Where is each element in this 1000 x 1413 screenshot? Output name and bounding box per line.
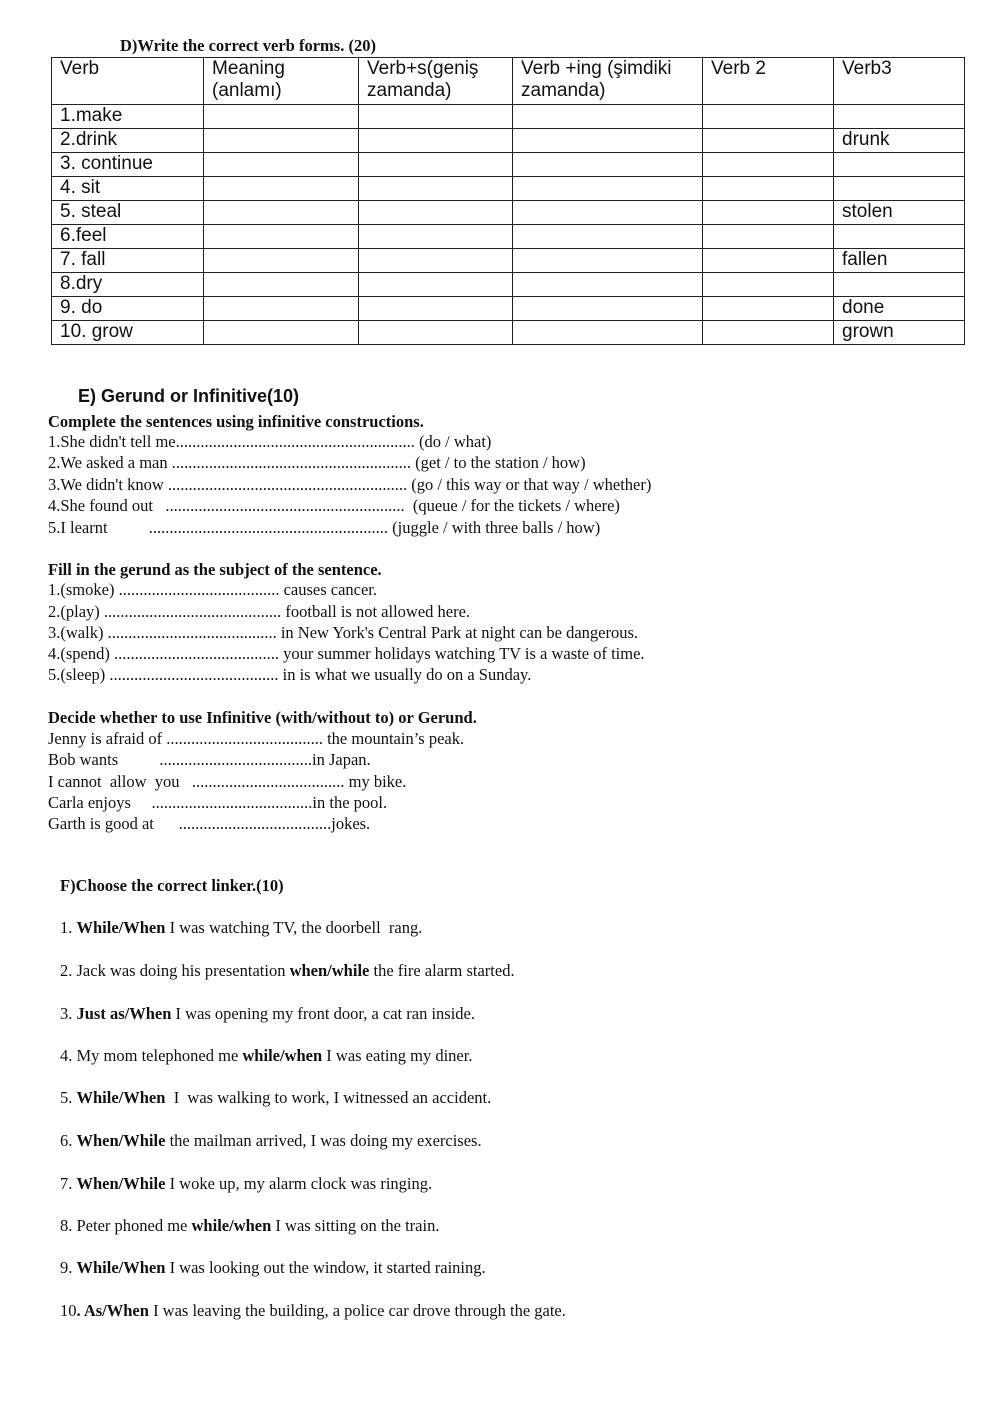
answer-cell[interactable]	[359, 249, 513, 273]
linker-text: 7.	[60, 1174, 77, 1193]
exercise-line: Jenny is afraid of ...................................... the mountain’s peak.	[48, 729, 465, 748]
linker-text: I was opening my front door, a cat ran inside.	[171, 1004, 475, 1023]
answer-cell[interactable]	[834, 153, 965, 177]
table-row	[52, 225, 965, 249]
exercise-line: 5.(sleep) ......................................... in is what we usually do on a Sunday.	[48, 665, 532, 684]
answer-cell[interactable]	[703, 129, 834, 153]
verb-cell: 4. sit	[52, 177, 204, 201]
answer-cell[interactable]	[513, 201, 703, 225]
answer-cell[interactable]	[834, 105, 965, 129]
answer-cell[interactable]: stolen	[834, 201, 965, 225]
linker-text: 5.	[60, 1088, 77, 1107]
linker-item	[60, 961, 515, 981]
table-row	[52, 177, 965, 201]
answer-cell[interactable]: grown	[834, 321, 965, 345]
linker-item	[60, 1301, 566, 1321]
linker-item	[60, 918, 422, 938]
linker-text: I was eating my diner.	[322, 1046, 473, 1065]
answer-cell[interactable]	[204, 225, 359, 249]
linker-text: 2.	[60, 961, 77, 980]
answer-cell[interactable]	[513, 153, 703, 177]
answer-cell[interactable]	[513, 249, 703, 273]
table-row	[52, 201, 965, 225]
exercise-line: 3.(walk) ......................................... in New York's Central Park at night can be dangerous.	[48, 623, 639, 642]
exercise-line: 4.(spend) ........................................ your summer holidays watching TV is a waste of time.	[48, 644, 645, 663]
answer-cell[interactable]	[204, 177, 359, 201]
linker-text: Jack was doing his presentation	[76, 961, 290, 980]
table-header-row	[52, 58, 965, 105]
gerund-instruction: Fill in the gerund as the subject of the sentence.	[48, 560, 382, 579]
column-header: Verb3	[834, 58, 965, 105]
table-row	[52, 105, 965, 129]
linker-text: the mailman arrived, I was doing my exercises.	[165, 1131, 482, 1150]
section-d-title: D)Write the correct verb forms. (20)	[120, 36, 376, 55]
section-e-title: E) Gerund or Infinitive(10)	[78, 386, 300, 406]
linker-text: I was watching TV, the doorbell rang.	[165, 918, 423, 937]
linker-item	[60, 1004, 475, 1024]
linker-text: I was looking out the window, it started raining.	[165, 1258, 486, 1277]
answer-cell[interactable]	[703, 105, 834, 129]
linker-text: 6.	[60, 1131, 77, 1150]
answer-cell[interactable]	[359, 321, 513, 345]
linker-item	[60, 1088, 491, 1108]
linker-text: My mom telephoned me	[76, 1046, 243, 1065]
answer-cell[interactable]	[204, 129, 359, 153]
answer-cell[interactable]	[513, 297, 703, 321]
column-header: Verb +ing (şimdiki zamanda)	[513, 58, 703, 105]
table-row	[52, 297, 965, 321]
linker-item	[60, 1258, 486, 1278]
verb-cell: 6.feel	[52, 225, 204, 249]
answer-cell[interactable]	[204, 201, 359, 225]
table-row	[52, 249, 965, 273]
answer-cell[interactable]	[513, 177, 703, 201]
exercise-line: Carla enjoys .......................................in the pool.	[48, 793, 388, 812]
answer-cell[interactable]	[513, 105, 703, 129]
answer-cell[interactable]	[359, 153, 513, 177]
linker-choice[interactable]: When/While	[76, 1131, 166, 1150]
linker-text: 9.	[60, 1258, 77, 1277]
linker-text: Peter phoned me	[76, 1216, 192, 1235]
linker-item	[60, 1131, 482, 1151]
answer-cell[interactable]	[703, 153, 834, 177]
answer-cell[interactable]	[359, 225, 513, 249]
linker-choice[interactable]: . As/When	[76, 1301, 149, 1320]
verb-cell: 1.make	[52, 105, 204, 129]
linker-text: 10	[60, 1301, 77, 1320]
linker-choice[interactable]: While/When	[76, 1088, 166, 1107]
column-header: Verb+s(geniş zamanda)	[359, 58, 513, 105]
column-header: Verb	[52, 58, 204, 105]
answer-cell[interactable]	[359, 297, 513, 321]
answer-cell[interactable]: drunk	[834, 129, 965, 153]
answer-cell[interactable]	[834, 225, 965, 249]
linker-text: 4.	[60, 1046, 77, 1065]
linker-choice[interactable]: while/when	[191, 1216, 272, 1235]
linker-text: 3.	[60, 1004, 77, 1023]
answer-cell[interactable]: done	[834, 297, 965, 321]
answer-cell[interactable]	[359, 105, 513, 129]
linker-text: 1.	[60, 918, 77, 937]
exercise-line: 2.(play) ........................................... football is not allowed here.	[48, 602, 471, 621]
exercise-line: 3.We didn't know .......................................................... (go / this way or that way / whether)	[48, 475, 652, 494]
linker-choice[interactable]: Just as/When	[76, 1004, 172, 1023]
answer-cell[interactable]	[359, 273, 513, 297]
answer-cell[interactable]: fallen	[834, 249, 965, 273]
linker-choice[interactable]: when/while	[289, 961, 370, 980]
answer-cell[interactable]	[359, 129, 513, 153]
column-header: Verb 2	[703, 58, 834, 105]
verb-cell: 2.drink	[52, 129, 204, 153]
table-row	[52, 273, 965, 297]
inf-or-gerund-instruction: Decide whether to use Infinitive (with/without to) or Gerund.	[48, 708, 477, 727]
exercise-line: Bob wants .....................................in Japan.	[48, 750, 371, 769]
answer-cell[interactable]	[359, 177, 513, 201]
linker-item	[60, 1174, 432, 1194]
answer-cell[interactable]	[204, 321, 359, 345]
column-header: Meaning (anlamı)	[204, 58, 359, 105]
answer-cell[interactable]	[703, 177, 834, 201]
exercise-line: Garth is good at .....................................jokes.	[48, 814, 371, 833]
answer-cell[interactable]	[513, 129, 703, 153]
answer-cell[interactable]	[703, 321, 834, 345]
table-row	[52, 129, 965, 153]
table-row	[52, 321, 965, 345]
answer-cell[interactable]	[703, 273, 834, 297]
answer-cell[interactable]	[359, 201, 513, 225]
answer-cell[interactable]	[204, 249, 359, 273]
answer-cell[interactable]	[204, 105, 359, 129]
linker-item	[60, 1046, 472, 1066]
linker-text: I was walking to work, I witnessed an accident.	[165, 1088, 492, 1107]
linker-item	[60, 1216, 439, 1236]
answer-cell[interactable]	[513, 225, 703, 249]
answer-cell[interactable]	[834, 177, 965, 201]
answer-cell[interactable]	[204, 297, 359, 321]
verb-cell: 7. fall	[52, 249, 204, 273]
answer-cell[interactable]	[513, 273, 703, 297]
answer-cell[interactable]	[703, 297, 834, 321]
exercise-line: 4.She found out .......................................................... (queue / for the tickets / where)	[48, 496, 620, 515]
linker-choice[interactable]: While/When	[76, 1258, 166, 1277]
linker-text: I was sitting on the train.	[271, 1216, 440, 1235]
answer-cell[interactable]	[204, 153, 359, 177]
linker-choice[interactable]: while/when	[242, 1046, 323, 1065]
linker-text: the fire alarm started.	[369, 961, 515, 980]
answer-cell[interactable]	[703, 201, 834, 225]
exercise-line: 1.She didn't tell me.......................................................... (do / what)	[48, 432, 492, 451]
answer-cell[interactable]	[513, 321, 703, 345]
infinitive-instruction: Complete the sentences using infinitive constructions.	[48, 412, 424, 431]
verb-forms-table	[51, 57, 965, 345]
answer-cell[interactable]	[703, 249, 834, 273]
linker-text: I woke up, my alarm clock was ringing.	[165, 1174, 433, 1193]
linker-choice[interactable]: While/When	[76, 918, 166, 937]
linker-choice[interactable]: When/While	[76, 1174, 166, 1193]
section-f-title: F)Choose the correct linker.(10)	[60, 876, 284, 895]
linker-text: I was leaving the building, a police car drove through the gate.	[148, 1301, 566, 1320]
answer-cell[interactable]	[834, 273, 965, 297]
exercise-line: I cannot allow you ..................................... my bike.	[48, 772, 407, 791]
verb-cell: 3. continue	[52, 153, 204, 177]
verb-cell: 5. steal	[52, 201, 204, 225]
table-row	[52, 153, 965, 177]
exercise-line: 1.(smoke) ....................................... causes cancer.	[48, 580, 378, 599]
linker-text: 8.	[60, 1216, 77, 1235]
verb-cell: 10. grow	[52, 321, 204, 345]
answer-cell[interactable]	[703, 225, 834, 249]
answer-cell[interactable]	[204, 273, 359, 297]
exercise-line: 2.We asked a man .......................................................... (get / to the station / how)	[48, 453, 586, 472]
verb-cell: 8.dry	[52, 273, 204, 297]
verb-cell: 9. do	[52, 297, 204, 321]
exercise-line: 5.I learnt .......................................................... (juggle / with three balls / how)	[48, 518, 601, 537]
